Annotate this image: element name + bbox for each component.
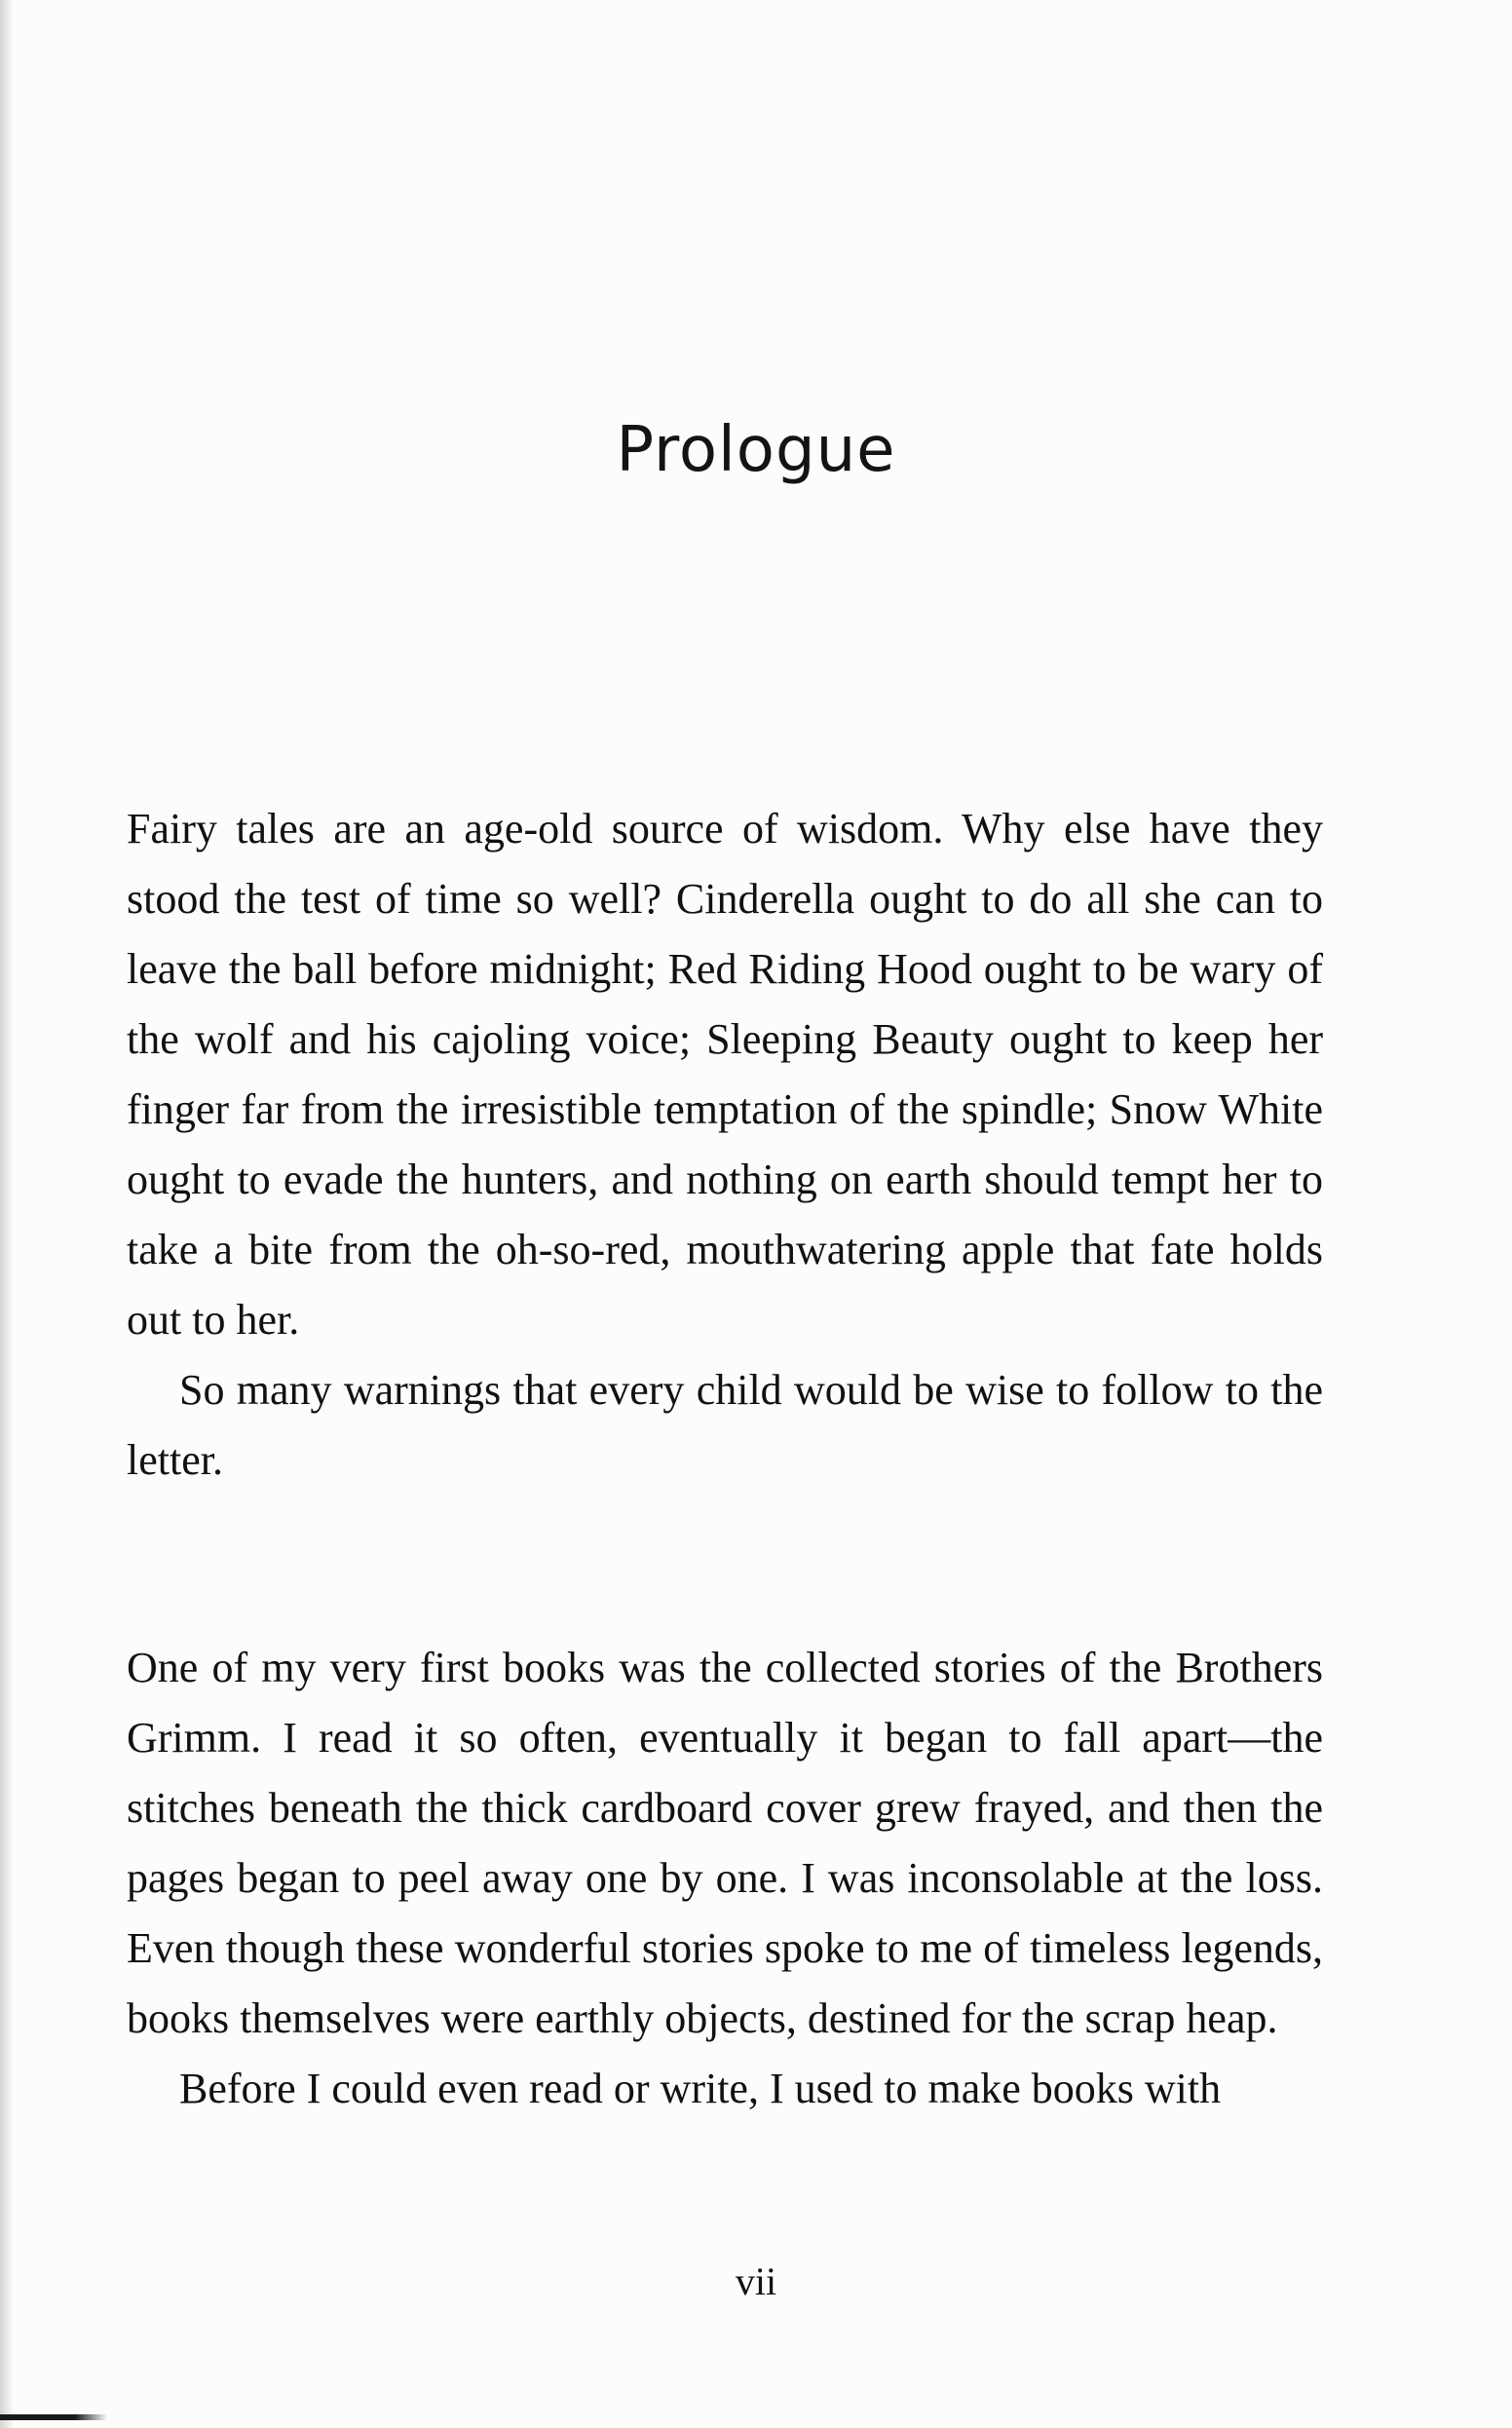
section-2-paragraph-2: Before I could even read or write, I used to make books with [179, 2065, 1222, 2112]
page-bottom-edge [0, 2414, 107, 2420]
section-1 [127, 794, 1323, 1496]
page-number: vii [735, 2259, 777, 2303]
section-1-paragraph-2: So many warnings that every child would be wise to follow to the letter. [127, 1366, 1323, 1484]
section-2-paragraph-1: One of my very first books was the collected stories of the Brothers Grimm. I read it so often, eventually it began to fall apart—the stitches beneath the thick cardboard cover grew frayed, and then the pages began to peel away one by one. I was inconsolable at the loss. Even though these wonderful stories spoke to me of timeless legends, books themselves were earthly objects, destined for the scrap heap. [127, 1644, 1323, 2042]
section-1-paragraph-1: Fairy tales are an age-old source of wisdom. Why else have they stood the test of time so well? Cinderella ought to do all she can to leave the ball before midnight; Red Riding Hood ought to be wary of the wolf and his cajoling voice; Sleeping Beauty ought to keep her finger far from the irresistible temptation of the spindle; Snow White ought to evade the hunters, and nothing on earth should tempt her to take a bite from the oh-so-red, mouthwatering apple that fate holds out to her. [127, 805, 1323, 1344]
spine-shadow [0, 0, 14, 2428]
chapter-title: Prologue [616, 414, 896, 486]
section-2 [127, 1633, 1323, 2124]
